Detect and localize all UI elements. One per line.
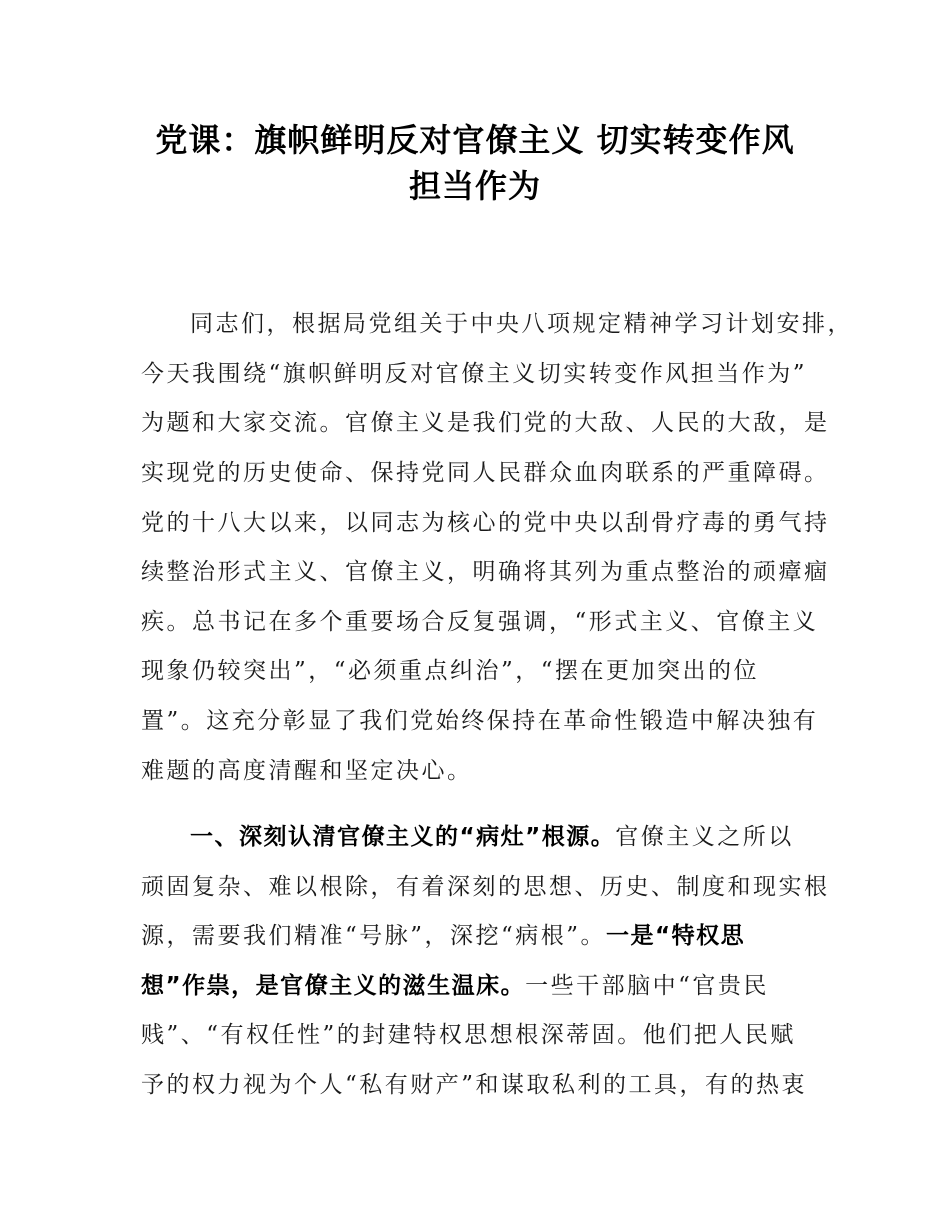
point-heading: 一是“特权思: [606, 923, 746, 949]
section-heading: 一、深刻认清官僚主义的“病灶”根源。: [190, 824, 616, 850]
point-heading: 想”作祟，是官僚主义的滋生温床。: [141, 973, 526, 999]
paragraph-1-line: 为题和大家交流。官僚主义是我们党的大敌、人民的大敌，是: [141, 410, 830, 436]
paragraph-1-line: 续整治形式主义、官僚主义，明确将其列为重点整治的顽瘴痼: [141, 559, 830, 585]
paragraph-2-text: 源，需要我们精准“号脉”，深挖“病根”。: [141, 923, 607, 949]
document-title-line-1: 党课：旗帜鲜明反对官僚主义 切实转变作风: [155, 121, 795, 159]
paragraph-1-line: 实现党的历史使命、保持党同人民群众血肉联系的严重障碍。: [141, 460, 830, 486]
paragraph-2-line: [141, 920, 745, 952]
paragraph-2-line: 贱”、“有权任性”的封建特权思想根深蒂固。他们把人民赋: [141, 1022, 796, 1048]
paragraph-1-line: 置”。这充分彰显了我们党始终保持在革命性锻造中解决独有: [141, 708, 819, 734]
paragraph-2-text: 官僚主义之所以: [615, 824, 794, 850]
paragraph-1-line: 党的十八大以来，以同志为核心的党中央以刮骨疗毒的勇气持: [141, 510, 830, 536]
paragraph-1-line: 今天我围绕“旗帜鲜明反对官僚主义切实转变作风担当作为”: [141, 361, 808, 387]
paragraph-2-line: [141, 970, 769, 1002]
paragraph-1-line: 疾。总书记在多个重要场合反复强调，“形式主义、官僚主义: [141, 609, 819, 635]
paragraph-2-text: 一些干部脑中“官贵民: [525, 973, 769, 999]
paragraph-2-line: 顽固复杂、难以根除，有着深刻的思想、历史、制度和现实根: [141, 874, 830, 900]
paragraph-1-line: 现象仍较突出”，“必须重点纠治”，“摆在更加突出的位: [141, 658, 760, 684]
paragraph-1-line: 难题的高度清醒和坚定决心。: [141, 758, 473, 784]
document-title-line-2: 担当作为: [408, 167, 541, 205]
paragraph-2-line: 予的权力视为个人“私有财产”和谋取私利的工具，有的热衷: [141, 1072, 808, 1098]
paragraph-1-line: 同志们，根据局党组关于中央八项规定精神学习计划安排，: [190, 311, 853, 337]
paragraph-2-line: [190, 821, 794, 853]
